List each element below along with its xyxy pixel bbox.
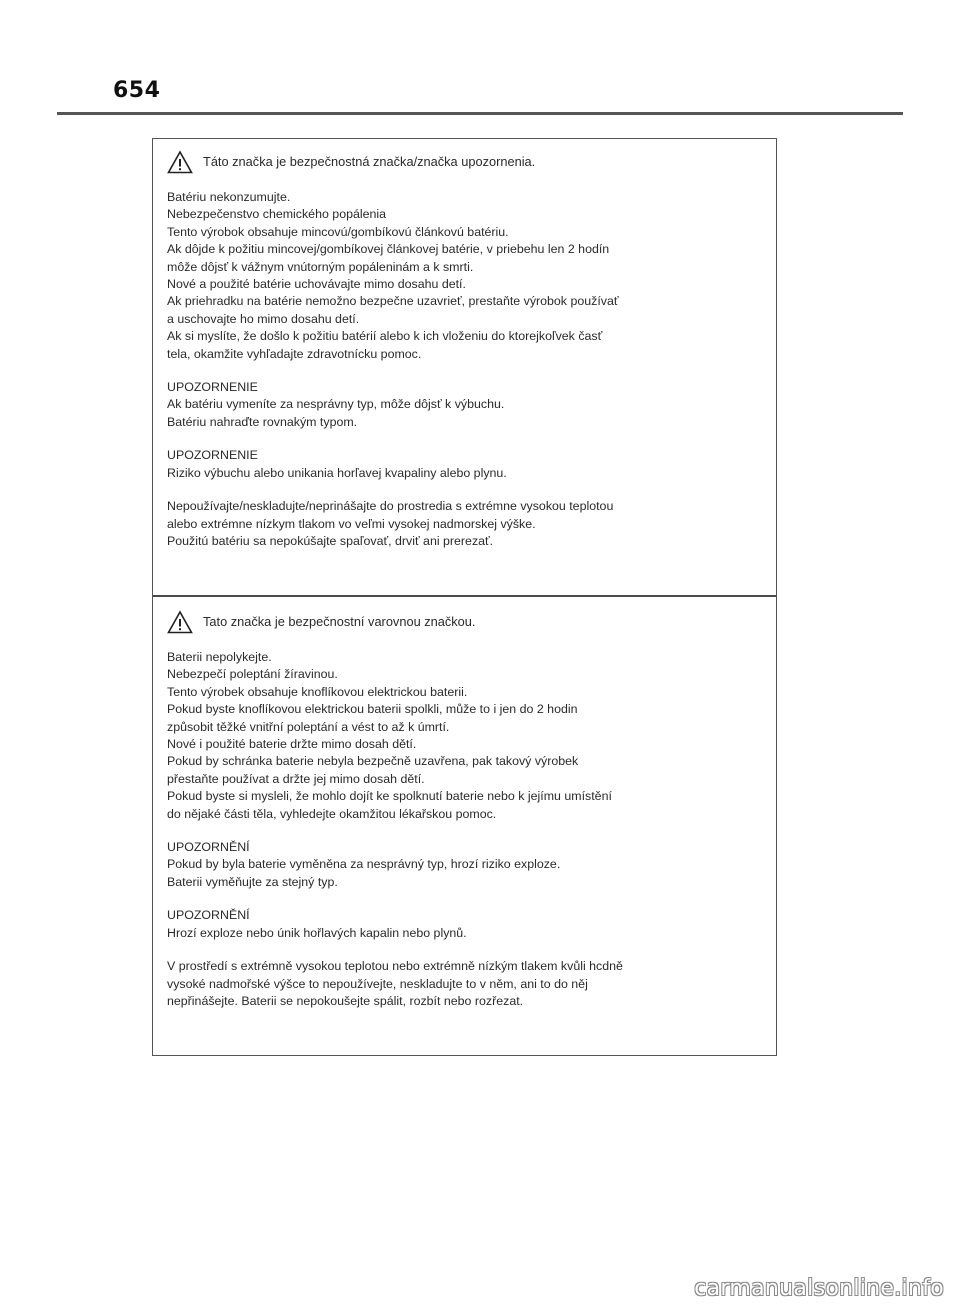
text-line: Hrozí exploze nebo únik hořlavých kapalin nebo plynů. (167, 925, 467, 940)
text-line: způsobit těžké vnitřní poleptání a vést to až k úmrtí. (167, 719, 450, 734)
paragraph-environment (167, 498, 768, 550)
text-line: vysoké nadmořské výšce to nepoužívejte, neskladujte to v něm, ani to do něj (167, 976, 588, 991)
site-watermark: carmanualsonline.info (694, 1276, 944, 1301)
text-line: Nebezpečí poleptání žíravinou. (167, 667, 338, 682)
text-line: tela, okamžite vyhľadajte zdravotnícku pomoc. (167, 346, 422, 361)
text-line: Použitú batériu sa nepokúšajte spaľovať, drviť ani prerezať. (167, 533, 494, 548)
paragraph-caution-explosion (167, 907, 768, 942)
text-line: Tento výrobek obsahuje knoflíkovou elektrickou baterii. (167, 684, 468, 699)
text-line: Riziko výbuchu alebo unikania horľavej kvapaliny alebo plynu. (167, 465, 507, 480)
text-line: alebo extrémne nízkym tlakom vo veľmi vysokej nadmorskej výške. (167, 516, 536, 531)
text-line: môže dôjsť k vážnym vnútorným popáleninám a k smrti. (167, 259, 474, 274)
warning-heading (167, 149, 768, 175)
warning-heading-text: Táto značka je bezpečnostná značka/značka upozornenia. (203, 154, 536, 170)
text-line: Tento výrobok obsahuje mincovú/gombíkovú článkovú batériu. (167, 224, 509, 239)
battery-warning-box (152, 138, 777, 1056)
text-line: Baterii vyměňujte za stejný typ. (167, 874, 338, 889)
warning-triangle-icon (167, 150, 193, 174)
text-line: Ak dôjde k požitiu mincovej/gombíkovej článkovej batérie, v priebehu len 2 hodín (167, 242, 610, 257)
paragraph-caution-explosion (167, 447, 768, 482)
paragraph-caution-replacement (167, 379, 768, 431)
text-line: Nové i použité baterie držte mimo dosah dětí. (167, 737, 417, 752)
text-line: Batériu nekonzumujte. (167, 190, 291, 204)
warning-section-czech (153, 595, 776, 1055)
paragraph-ingestion (167, 189, 768, 363)
text-line: Baterii nepolykejte. (167, 650, 272, 664)
paragraph-ingestion (167, 649, 768, 823)
header-rule (57, 112, 903, 115)
text-line: nepřinášejte. Baterii se nepokoušejte spálit, rozbít nebo rozřezat. (167, 993, 524, 1008)
caution-label: UPOZORNĚNÍ (167, 840, 250, 855)
text-line: V prostředí s extrémně vysokou teplotou nebo extrémně nízkým tlakem kvůli hcdně (167, 959, 623, 974)
caution-label: UPOZORNENIE (167, 448, 258, 463)
text-line: Ak si myslíte, že došlo k požitiu batérií alebo k ich vloženiu do ktorejkoľvek časť (167, 329, 603, 344)
text-line: přestaňte používat a držte jej mimo dosah dětí. (167, 771, 425, 786)
text-line: Pokud by byla baterie vyměněna za nesprávný typ, hrozí riziko exploze. (167, 857, 561, 872)
warning-section-slovak (153, 139, 776, 595)
text-line: a uschovajte ho mimo dosahu detí. (167, 311, 360, 326)
paragraph-environment (167, 958, 768, 1010)
text-line: Ak batériu vymeníte za nesprávny typ, môže dôjsť k výbuchu. (167, 397, 505, 412)
warning-heading (167, 609, 768, 635)
warning-triangle-icon (167, 610, 193, 634)
paragraph-caution-replacement (167, 839, 768, 891)
text-line: Nebezpečenstvo chemického popálenia (167, 207, 387, 222)
text-line: Pokud byste si mysleli, že mohlo dojít ke spolknutí baterie nebo k jejímu umístění (167, 789, 612, 804)
text-line: Batériu nahraďte rovnakým typom. (167, 414, 358, 429)
text-line: Pokud byste knoflíkovou elektrickou baterii spolkli, může to i jen do 2 hodin (167, 702, 578, 717)
text-line: Pokud by schránka baterie nebyla bezpečně uzavřena, pak takový výrobek (167, 754, 579, 769)
warning-heading-text: Tato značka je bezpečnostní varovnou značkou. (203, 614, 476, 630)
text-line: Nepoužívajte/neskladujte/neprinášajte do prostredia s extrémne vysokou teplotou (167, 499, 614, 514)
caution-label: UPOZORNENIE (167, 380, 258, 395)
text-line: Ak priehradku na batérie nemožno bezpečne uzavrieť, prestaňte výrobok používať (167, 294, 619, 309)
text-line: do nějaké části těla, vyhledejte okamžitou lékařskou pomoc. (167, 806, 497, 821)
page-number: 654 (113, 78, 161, 103)
text-line: Nové a použité batérie uchovávajte mimo dosahu detí. (167, 277, 466, 292)
caution-label: UPOZORNĚNÍ (167, 908, 250, 923)
